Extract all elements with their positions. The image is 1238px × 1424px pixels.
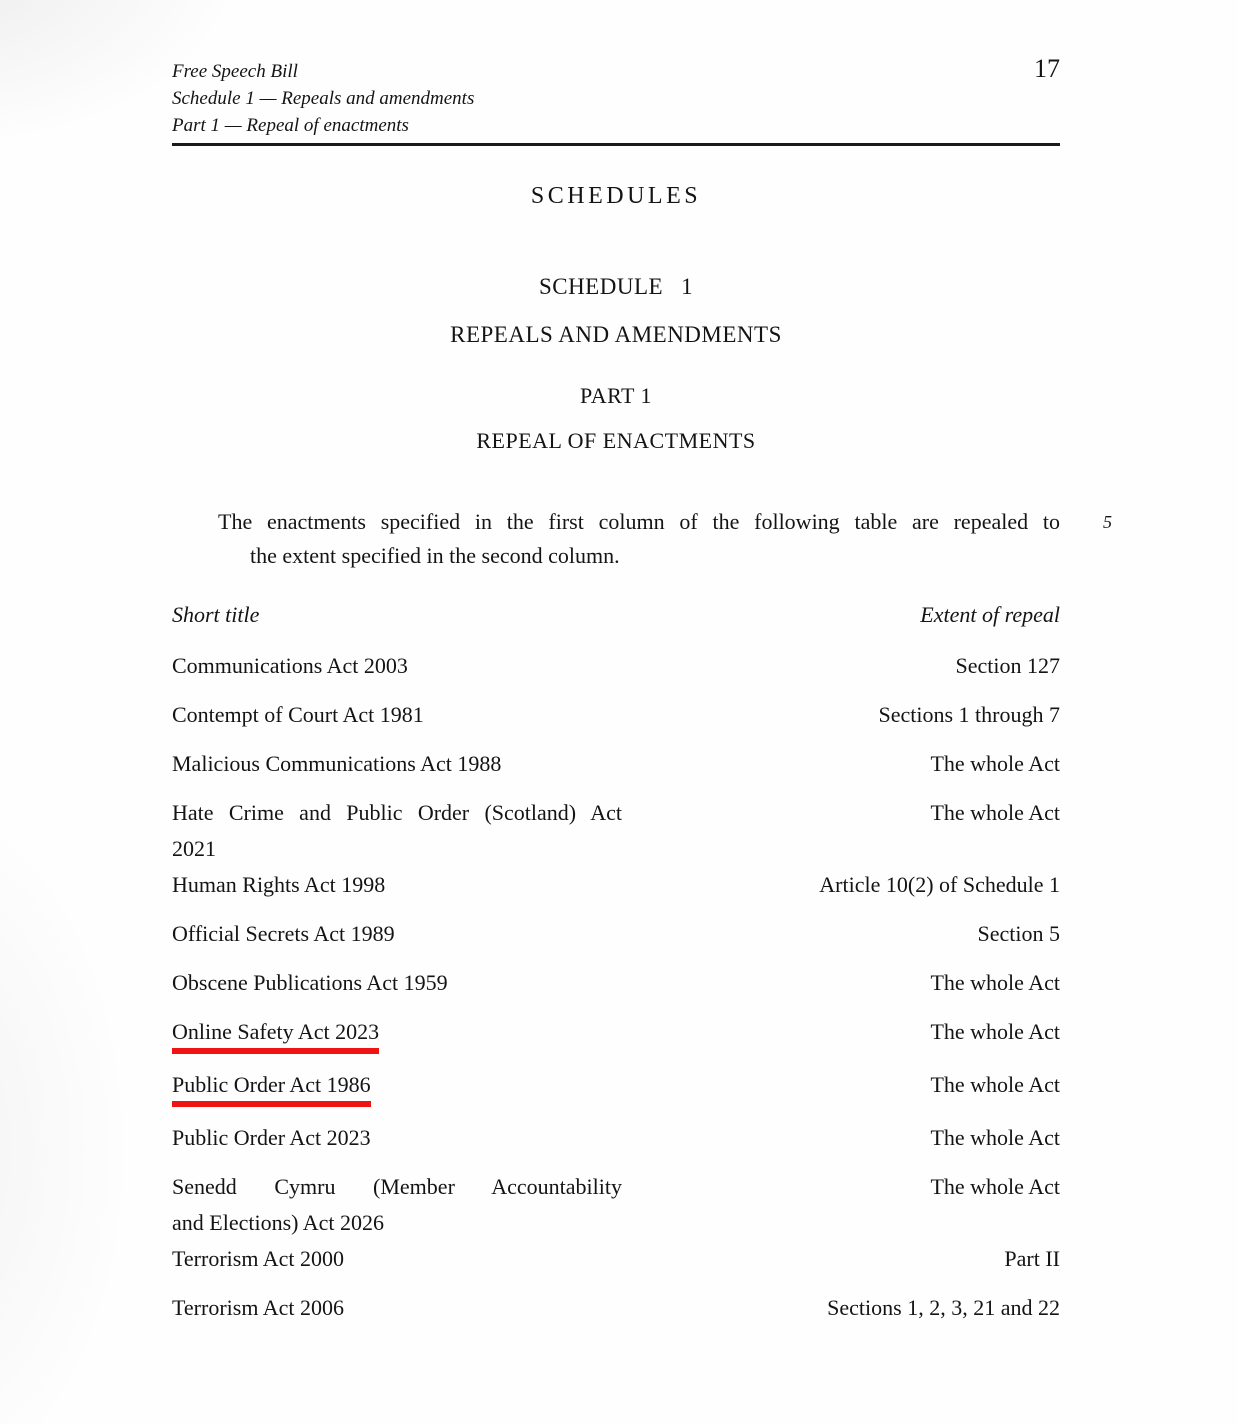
- part-title-heading: REPEAL OF ENACTMENTS: [476, 428, 756, 453]
- short-title-text: 2021: [172, 836, 216, 861]
- short-title-cell: [172, 697, 622, 733]
- extent-of-repeal-cell: The whole Act: [930, 1125, 1060, 1150]
- table-row: [172, 1014, 1060, 1054]
- table-row: [172, 1120, 1060, 1156]
- short-title-text: Terrorism Act 2006: [172, 1295, 344, 1320]
- schedule-title-heading: REPEALS AND AMENDMENTS: [450, 322, 782, 347]
- short-title-cell: [172, 1290, 622, 1326]
- table-row: [172, 867, 1060, 903]
- short-title-text: Malicious Communications Act 1988: [172, 751, 502, 776]
- short-title-cell: [172, 1067, 622, 1107]
- short-title-cell: [172, 1241, 622, 1277]
- short-title-text: Terrorism Act 2000: [172, 1246, 344, 1271]
- schedule-breadcrumb: Schedule 1 — Repeals and amendments: [172, 88, 475, 109]
- schedule-word: SCHEDULE: [538, 274, 664, 299]
- extent-of-repeal-cell: Section 5: [977, 921, 1060, 946]
- part-breadcrumb: Part 1 — Repeal of enactments: [172, 115, 409, 136]
- short-title-cell: [172, 746, 622, 782]
- table-row: [172, 1067, 1060, 1107]
- intro-paragraph-line2: the extent specified in the second column.: [250, 543, 620, 568]
- part-heading: PART 1: [580, 383, 652, 408]
- short-title-text: Human Rights Act 1998: [172, 872, 386, 897]
- short-title-cell: [172, 965, 622, 1001]
- short-title-cell: [172, 1014, 622, 1054]
- table-row: [172, 965, 1060, 1001]
- intro-paragraph: [172, 505, 1112, 573]
- column-header-short-title: Short title: [172, 602, 260, 627]
- short-title-cell: [172, 648, 622, 684]
- extent-of-repeal-cell: The whole Act: [930, 1072, 1060, 1097]
- table-row: [172, 1290, 1060, 1326]
- page-number: 17: [1034, 54, 1060, 83]
- short-title-cell: [172, 1169, 622, 1241]
- extent-of-repeal-cell: Sections 1 through 7: [878, 702, 1060, 727]
- schedule-number: 1: [681, 274, 694, 299]
- extent-of-repeal-cell: The whole Act: [930, 970, 1060, 995]
- table-row: [172, 795, 1060, 867]
- short-title-text: [172, 1014, 622, 1054]
- extent-of-repeal-cell: Article 10(2) of Schedule 1: [819, 872, 1060, 897]
- extent-of-repeal-cell: Sections 1, 2, 3, 21 and 22: [827, 1295, 1060, 1320]
- running-header-lines: [172, 58, 474, 139]
- schedule-1-heading: [172, 273, 1060, 301]
- red-underline-annotation: Online Safety Act 2023: [172, 1018, 379, 1054]
- extent-of-repeal-cell: The whole Act: [930, 751, 1060, 776]
- short-title-cell: [172, 867, 622, 903]
- short-title-text: Official Secrets Act 1989: [172, 921, 395, 946]
- short-title-cell: [172, 795, 622, 867]
- table-row: [172, 746, 1060, 782]
- intro-paragraph-line1: The enactments specified in the first column of the following table are repealed to: [218, 509, 1060, 534]
- short-title-cell: [172, 1120, 622, 1156]
- short-title-text: Hate Crime and Public Order (Scotland) Act: [172, 800, 622, 825]
- short-title-text: [172, 1067, 622, 1107]
- table-row: [172, 697, 1060, 733]
- bill-title: Free Speech Bill: [172, 61, 298, 82]
- table-row: [172, 916, 1060, 952]
- short-title-text: Public Order Act 2023: [172, 1125, 371, 1150]
- short-title-text: Obscene Publications Act 1959: [172, 970, 448, 995]
- schedules-heading: SCHEDULES: [530, 183, 702, 209]
- short-title-text: Contempt of Court Act 1981: [172, 702, 424, 727]
- short-title-cell: [172, 916, 622, 952]
- short-title-text: and Elections) Act 2026: [172, 1210, 385, 1235]
- extent-of-repeal-cell: The whole Act: [930, 1019, 1060, 1044]
- table-row: [172, 648, 1060, 684]
- extent-of-repeal-cell: Part II: [1004, 1246, 1060, 1271]
- table-row: [172, 1169, 1060, 1241]
- margin-line-number: 5: [1103, 512, 1112, 532]
- red-underline-annotation: Public Order Act 1986: [172, 1071, 371, 1107]
- extent-of-repeal-cell: The whole Act: [930, 1174, 1060, 1199]
- table-row: [172, 1241, 1060, 1277]
- extent-of-repeal-cell: Section 127: [955, 653, 1060, 678]
- running-header: [172, 54, 1060, 146]
- short-title-text: Senedd Cymru (Member Accountability: [172, 1174, 622, 1199]
- table-header-row: [172, 600, 1060, 630]
- column-header-extent: Extent of repeal: [920, 602, 1060, 627]
- extent-of-repeal-cell: The whole Act: [930, 800, 1060, 825]
- repeal-table: [172, 648, 1060, 1326]
- short-title-text: Communications Act 2003: [172, 653, 408, 678]
- page-content: [172, 54, 1112, 1339]
